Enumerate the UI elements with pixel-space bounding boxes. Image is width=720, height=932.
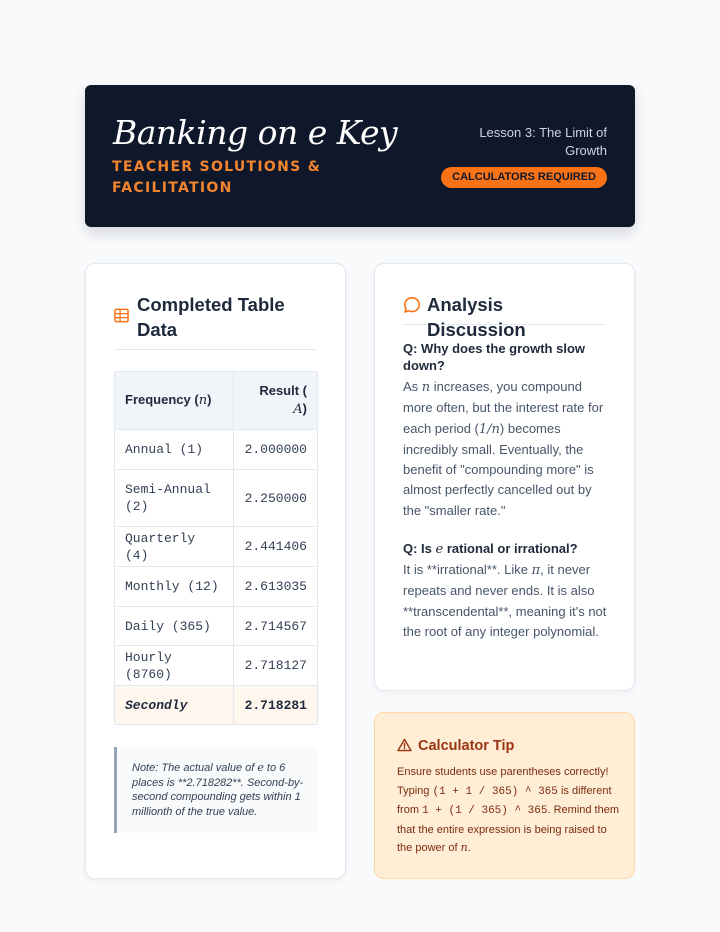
analysis-card-title: Analysis Discussion xyxy=(427,294,526,340)
compounding-table xyxy=(114,371,318,725)
frequency-cell: Quarterly (4) xyxy=(115,527,234,567)
frequency-cell: Monthly (12) xyxy=(115,567,234,607)
analysis-discussion-card xyxy=(374,263,635,691)
table-row xyxy=(115,430,318,470)
frequency-cell: Hourly (8760) xyxy=(115,646,234,686)
table-row xyxy=(115,470,318,527)
table-row-highlight xyxy=(115,686,318,725)
answer-1: As n increases, you compound more often, but the interest rate for each period (1/n) becomes incredibly small. Eventually, the benefit of "compounding more" is almost perfectly cancelled out by the "smaller rate." xyxy=(403,379,604,518)
table-row xyxy=(115,607,318,646)
frequency-cell: Annual (1) xyxy=(115,430,234,470)
result-cell: 2.718281 xyxy=(234,686,318,725)
tip-title: Calculator Tip xyxy=(418,738,515,754)
table-row xyxy=(115,567,318,607)
table-note: Note: The actual value of e to 6 places is **2.718282**. Second-by-second compounding gets within 1 millionth of the true value. xyxy=(114,747,317,833)
frequency-cell: Secondly xyxy=(115,686,234,725)
table-row xyxy=(115,646,318,686)
calculators-badge: CALCULATORS REQUIRED xyxy=(441,167,607,188)
page-title: Banking on e Key xyxy=(113,113,398,152)
question-2: Q: Is e rational or irrational? xyxy=(403,541,578,557)
warning-triangle-icon xyxy=(397,738,412,757)
tip-body: Ensure students use parentheses correctly! Typing (1 + 1 / 365) ^ 365 is different from 1 + (1 / 365) ^ 365. Remind them that the entire expression is being raised to the power of n. xyxy=(397,766,620,854)
result-cell: 2.714567 xyxy=(234,607,318,646)
page-subtitle: TEACHER SOLUTIONS & FACILITATION xyxy=(112,159,322,196)
frequency-column-header: Frequency (n) xyxy=(115,372,234,430)
result-cell: 2.250000 xyxy=(234,470,318,527)
page-header xyxy=(85,85,635,227)
result-cell: 2.441406 xyxy=(234,527,318,567)
calculator-tip-card xyxy=(374,712,635,879)
answer-2: It is **irrational**. Like π, it never repeats and never ends. It is also **transcendental**, meaning it's not the root of any integer polynomial. xyxy=(403,562,607,639)
table-card-title: Completed Table Data xyxy=(137,294,285,340)
result-cell: 2.718127 xyxy=(234,646,318,686)
frequency-cell: Semi-Annual (2) xyxy=(115,470,234,527)
result-cell: 2.000000 xyxy=(234,430,318,470)
chat-bubble-icon xyxy=(403,296,421,319)
lesson-label: Lesson 3: The Limit of Growth xyxy=(479,125,607,158)
frequency-cell: Daily (365) xyxy=(115,607,234,646)
completed-table-card xyxy=(85,263,346,879)
result-cell: 2.613035 xyxy=(234,567,318,607)
analysis-card-header xyxy=(403,292,606,340)
table-card-header xyxy=(114,292,317,350)
question-1: Q: Why does the growth slow down? xyxy=(403,341,585,373)
table-icon xyxy=(114,308,129,328)
result-column-header: Result ( A) xyxy=(234,372,318,430)
table-row xyxy=(115,527,318,567)
